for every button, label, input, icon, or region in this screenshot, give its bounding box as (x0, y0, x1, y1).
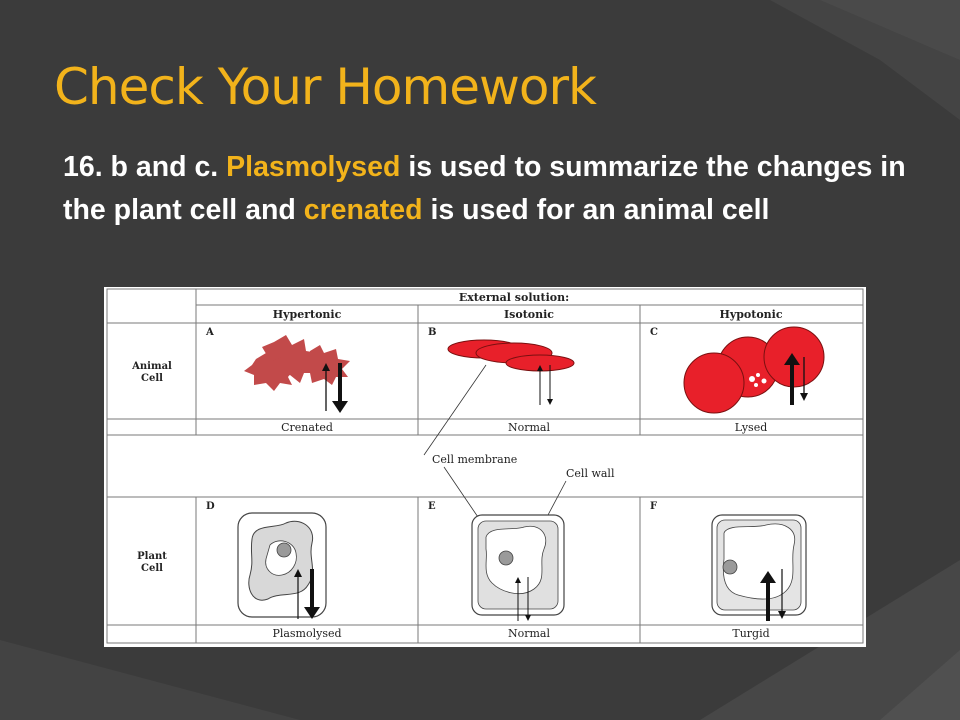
wall-line (548, 481, 566, 515)
panel-letter-a: A (206, 327, 214, 338)
callout-lines (424, 365, 566, 523)
panel-letter-f: F (650, 501, 658, 512)
nucleus-e (499, 551, 513, 565)
label-cell-membrane: Cell membrane (432, 453, 518, 466)
body-part-3: is used for an animal cell (422, 194, 770, 226)
membrane-line-plant (444, 467, 482, 523)
caption-normal-plant: Normal (507, 627, 551, 640)
caption-crenated: Crenated (281, 421, 333, 434)
caption-turgid: Turgid (732, 627, 770, 640)
external-solution-header: External solution: (458, 291, 570, 304)
panel-letter-b: B (428, 327, 437, 338)
panel-letter-e: E (428, 501, 436, 512)
panel-letter-d: D (206, 501, 215, 512)
lysed-red-cells (684, 327, 824, 413)
vacuole-e (486, 526, 546, 593)
panel-letter-c: C (650, 327, 658, 338)
body-part-1: 16. b and c. (63, 151, 227, 183)
fragment (749, 376, 755, 382)
fragment (762, 379, 767, 384)
row-label-plant-1: Plant (137, 551, 167, 562)
column-isotonic: Isotonic (504, 308, 554, 321)
row-label-animal-2: Cell (141, 373, 163, 384)
arrow-head (547, 399, 553, 405)
highlight-crenated: crenated (303, 194, 423, 226)
row-label-animal-1: Animal (132, 361, 172, 372)
caption-plasmolysed: Plasmolysed (272, 627, 342, 640)
column-hypertonic: Hypertonic (272, 308, 342, 321)
label-cell-wall: Cell wall (566, 467, 615, 480)
plant-cell-turgid (712, 515, 806, 615)
body-part-2: is used to summarize the changes in the plant cell and (63, 151, 906, 226)
arrow-head (525, 615, 531, 621)
arrow-head (332, 401, 348, 413)
row-label-plant-2: Cell (141, 563, 163, 574)
highlight-plasmolysed: Plasmolysed (226, 151, 401, 183)
nucleus-d (277, 543, 291, 557)
slide-body-text (63, 146, 943, 232)
osmosis-diagram (104, 287, 866, 647)
caption-lysed: Lysed (734, 421, 768, 434)
caption-normal-animal: Normal (507, 421, 551, 434)
fragment (756, 373, 760, 377)
lysed-cell-2 (684, 353, 744, 413)
nucleus-f (723, 560, 737, 574)
membrane-line-animal (424, 365, 486, 455)
normal-red-cells (448, 340, 574, 371)
column-hypotonic: Hypotonic (719, 308, 783, 321)
osmosis-diagram-svg (104, 287, 866, 647)
fragment (754, 383, 758, 387)
slide-title: Check Your Homework (54, 58, 596, 116)
crenated-cells (244, 335, 350, 391)
arrow-head (800, 393, 808, 401)
